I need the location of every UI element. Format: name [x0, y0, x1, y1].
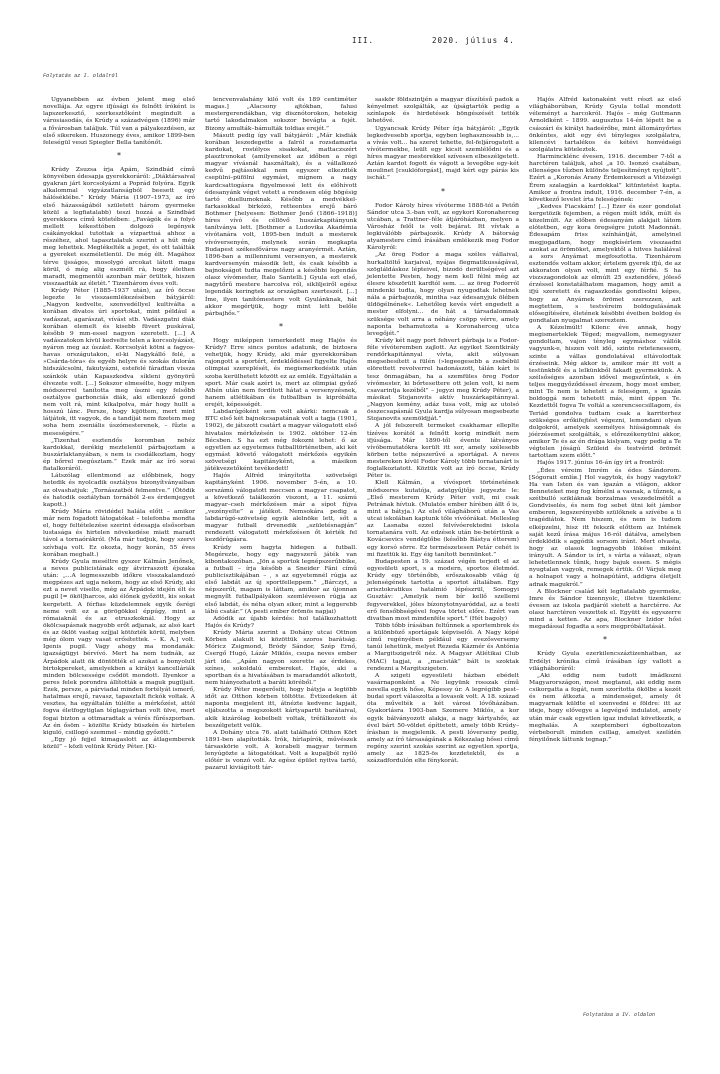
paragraph: Budapesten a 19. század végén terjedt el az egyesületi sport, s a modern, sportos életmód. Krúdy egy történőbb, erőszakosabb világ új jelenségének tartotta a sportot általában. Egy arisztokratikus hatalmió lépészrül, Somogyi Gusztáv: „Amelyik nem bír kellő szellemi fegyverekkel, jóles bízonytotnyaróddal, az a testi erő fensőbbségével fogva törtet előre. Ezért van divatban most mindenféle sport.” (Hét bagoly): [367, 557, 519, 622]
continued-to-note: Folytatása a IV. oldalon: [583, 1012, 656, 1018]
page-header: [30, 36, 690, 50]
paragraph: Krúdy sem hagyta hidegen a futball. Megérezte, hogy egy nagyszerű játék van kibontakozóban. „Jön a sportok legnépszerűbbike, a futball – írja később a Sneider Fáni című publicisztikájában – , s az egyetemnél rúgja az első labdát az új sportfelleppem.” „Bárczyt, a népszerűt, magam is láttam, amikor az újonnan megnyílt futballpályákon szemlévesen rúgja az első labdát, és néha olyan siker, mint a leggerebb lábú csatár.” (A pesti ember örömös napjai): [205, 543, 357, 615]
paragraph: A Blockner család két legfiatalabb gyermeke, Imre és Sándor tizennyolc, illetve tizenkilenc évesen az iskola padjáról sietett a harctérre. Az olasz harctéren veszettek el. Együtt és egyszerre mind a ketten. Az apa, Blockner Izidor hősi megadással fogadta a sors megpróbáltatását.: [529, 587, 681, 631]
paragraph: Labdarúgóként sem volt akárki: nemcsak a BTC első két bajnokcsapatának volt a tagja (1901, 1902), de játszott csatárt a magyar válogatott első hivatalos mérkőzésén is 1902. október 12-én Bécsben. S ha ezt még fokozni lehet: ő az egyetlen az egyetemes futballtörténetben, aki két egymást követő válogatott mérkőzés egyikén szövetségi kapitányként, a másikon játékvezetőként tevékedett!: [205, 408, 357, 473]
paragraph: „Az öreg Fodor a maga széles vállaival, hurkaltöltő karjaival, nyájas flegmatikusságával, szögláldáskoz lépteivel, bizodó derültségével azt jelentette Pesten, hogy nem kell félni még az élesre köszörült kardtól sem. ... az öreg Fodorról mindenki tudta, hogy olyan nyugodtak lehetnek nála a párbajozók, mintha »az édesanyjuk ölében üldögélnének«. Lehetőleg kevés vért engedett a mester elfolyni... de hát a társadalomnak szüksége volt arra a néhány csöpp vérre, amely naponta behamutozta a Koronaherceg utca levegőjét.”: [367, 251, 519, 337]
paragraph: Ugyancsak Krúdy Péter írja bátyjáról: „Egyik legkedvesebb sportja, egyben leghasznosabb is,... a vívás volt... ha szeret tehette, fel-feljárogatott a vívótermekbe, leült egy kicsit szemlélődni és a híres magyar mesterekkel szívesen elbeszélgetett. Aztán kardot fogott és vágott a levegőbe egy-két moulinet [csuklóforgást], majd kért egy párás kis ischát.”: [367, 124, 519, 182]
paragraph: A Kézelmúlt! Kilenc éve annak, hogy megismerteklek Téged; megvallom, nemegyszer gondoltam, vajon tényleg egymáshoz vállók vagyunk-e, hiszen volt idő, szinte reteteneseem, szinte a vállas gondolatával eltávolodtak érzéseink. Még akkor is, amikor már itt volt a testünkből és a lelkünkből fakadt gyermekünk. A szélsőséges azonban idővel megszűntek, s én teljes meggyőződéssel érezem, hogy most ember, mint Te nem is lehetett a feleségem, s igazán boldoggá nem tehetett más, mint éppen Te. Kezdettől fogva Te voltál a szerencsecsillagom, és Teriád gondolva tudtam csak a karriterhez szükséges erőkifejtést végezni, lemondani olyan dolgokról, amelyek személyes hiúságomnak és jóérzésemet szolgálták, s előrezékenyülni akkor, amikor Te és az én drága kislyam, vagy pedig a Te végtelen jóságú Szüleid és testvérid örömét tartottam szem előtt.”: [529, 324, 681, 460]
paragraph: Krúdy Gyula meséltre gyszer Kálmán Jenőnek, a neves publicistának egy átvirraszott éjszaka után: „...A legmesszebb időkre visszakalandozó megpézes azt ugja nekem, hogy az első Krúdy, aki ezt a nevet viselte, még az Árpádok idején élt és pugil [= ököl]harcos, aki élőnek győzött, kis sokat kergetett. A férfias küzdelemnek egyik ősrégi neme volt ez a görögökkel éppúgy, mint a rómaiaknál és az etruszkoknál. Hogy az ökölcsapásnak nagyobb erőt adjanak, az alsó kart és az öklöt vastag szíjjal kötözték körül, melyben még ólom vagy vasat erősítettek. – K. A.] volt. Igenis pugil. Vagy ahogy ma mondanák: igazságügyi bérvívó. Mert ha nem tudnák, az Árpádok alatt ök döntötték el azokat a bonyolult birtokpereket, amelyekben a királyi kancelláriák minden bölcsessége csődöt mondott. Ilyenkor a peres felek porondra állították a maguk pugiljait. Ezek, persze, a párviadal minden fortélyát ismerő, hatalmas erejű, ravasz, tapasztalt fickók voltak. A vesztes, ha egyáltalán túlélte a mérkőzést, attól fogva életfogytiglan téglagyárban volt ülve, mert fogai bizton a ottmaradtak a vérés fűrészporban. Az én ősöm – közölte Krúdy büszkén és hirtelen kiguló, csillogó szemmel – mindig győzött.”: [43, 557, 195, 736]
paragraph: Krúdy Gyula ezerkilencszáztizenhatban, az Erdélyi krónika című írásában így vallott a világháborúról:: [529, 650, 681, 672]
text-column-3: [367, 96, 519, 772]
paragraph: Hogy miképpen ismerkedett meg Hajós és Krúdy? Erre sincs pontos adatunk, de biztosra vehetjük, hogy Krúdy, aki már gyerekkorában rajongott a sportért, érdeklődéssel figyelte Hajós olimpiai szereplését, és megismerkedésük után szoba kerülhetett között ez az emlék. Egyáltalán a sport. Már csak azért is, mert az olimpiai győző Athén után nem fordított hátat a versenyzésnek, hanem atlétikában és futballban is kipróbálta erejét, képességét.: [205, 336, 357, 408]
paragraph: Hajós Alfréd katonaként vett részt az első világháborúban, Krúdy Gyula tollal mondott véleményt a harcokról. Hajós – még Guttmann Arnoldként – 1899. augusztus 14-én lépett be a császári és királyi hadeérőbe, mint állományőrtes önkéntes, akit egy évi tényleges szolgálatra, kilencévi tartalékos és kétévi honvédségi szolgálatra köteleztek.: [529, 96, 681, 153]
paragraph: „Aki eddig nem tudott imádkozni Magyarországon, most megtanul, aki eddig nem csikorgatta a fogát, nem szorította ökölbe a kezét és nem átkozta a mindenséget, amely őt magyarnak küldte el szenvedni e földre: itt az ideje, hogy elővegye a legvégső indulatot, amely után már csak egyetlen igaz indulat következik, a meghalás. A szeptemberi égboltozaton vérbeborult minden csillag, amelyet szelídén fényilőnek láttunk tegnap.”: [529, 671, 681, 743]
paragraph: lencvenvalahány kiló volt és 189 centiméter magas.] „Alacsony ajtókban, falusi mestergerendákban, vig disznótorokon, hetekig tartó lakodalmakon sokszor bevágta a fejét. Bizony amulták–bámulták toldias erejét.”: [205, 96, 357, 132]
text-column-1: [43, 96, 195, 772]
paragraph: Hajós 1917. június 16-án így írt a frontról:: [537, 459, 665, 467]
paragraph: Krúdy Péter (1885–1937 után), az író öccse legezte le visszaemlékezésében bátyjáról: „Nagyon kedvelte, szenvedéllyel kultiválta a korában divatos úri sportokat, mint például a vadászat, agarászat, vívást stb. Vadászgatni diák korában elemelt és kisebb füvert puskával, később 9 mm-essel nagyon szeretett. [...] A vadászatokon kívül kedvelte telen a korcsolyázást, nyáron meg az úszást. Korcsolyát kötni a fagyos-havas országutakon, el-ki Nagykálló felé, a »Csárda-tóra« és egyéb helyre és szokás dulorán hidszálcsolni, fakutyázni, estefelé fáradtan vissza szánkók után Kapaszkodva síkleni gyönyörű élvezete volt. [...] Sokszor elmesélte, hogy milyen módszerrel tanította meg úszni egy felsőbb osztályos garbonciás diák, aki ellenkező gond nem volt rá, mint kikalpolva, már hogy hullt a hosszú lánc. Persze, hogy kijöttem, mert mint látjátok, itt vagyok, de a tandíját nem fizetem meg soha hem zseniális úszómesterenek, – fűzte a meseségére.”: [43, 287, 195, 437]
section-separator: *: [441, 186, 445, 196]
paragraph: Több tőbb írásában feltűnnek a sportembrek és a különböző sportágak képviselői. A Nagy kópé című regényében például egy evezősversemy tanúi lehetünk, melyet Rezeda Kázmér és Antónia a Margitszigetről néz. A Magyar Atlétikai Club (MAC) tagjai, a „macisták” bált is szoktak rendezni a Margitszigeten.: [367, 621, 519, 672]
paragraph: saskör földszintjén a magyar díszítésű padok a kényelmet szolgálták, az újságtartók pedig a színlapok és hirdetések böngészését tették lehetővé.: [367, 96, 519, 125]
paragraph: „Tizenhat esztendős koromban nehéz kardokkal, derékig meztelenül párbajoztam a huszárlaktanyában, s nem is csodálkoztam, hogy ép bőrrel megúsztam.” Ezek már az író sorai fiatalkoráról.: [43, 436, 195, 473]
paragraph: Krúdy Péter megerősíti, hogy bátyja a legtöbb időt az Otthon körben töltötte. Évtizedeken át naponta megjelent itt, átnézte kedvenc lapjait, eljátszotta a megszokott kártyapartit barátaival, akik kizárólag kebelbeli voltak, tréfálkozott és beszélgetett velük.: [205, 686, 357, 729]
paragraph: Krúdy Mária rövidédel halála előtt – amikor már nem fogadott látogatókat – telefonba mondta el, hogy feltételezése szerint édesapja elsősorban lustasága és hirtelen növekedése miatt maradt távol a tornaórákról. (Ma már tudjuk, hogy szervi szívbaja volt. Ez okozta, hogy korán, 55 éves korában meghalt.): [43, 507, 195, 558]
paragraph: Fodor Károly híres vívóterme 1888-tól a Petőfi Sándor utca 3.-ban volt, az egykori Koronaherceg utcában, a Trattner–féle átjáróházban, melyen a Városház felől is volt bejárat. Itt vívtak a legkiválóbb párbajozók. Krúdy A bátorság atyamestere című írásában emlékezik meg Fodor Károlyról:: [367, 201, 519, 252]
article-columns: [43, 96, 684, 772]
page-number: III.: [352, 36, 375, 45]
paragraph: Harmincklénc évesen, 1916. december 7-től a harctéren találjuk, ahol „a 10. Isonzó csatában, ellenséges tűzben különös teljesítményt nyújtott”. Ezért a „Koronás Arany Érdemkereszt a Vitézségi Érem szalagján a kardokkal” kitüntetést kapta. Amikor a frontra indult, 1916. december 7-én, a következő levelet írta feleségének:: [529, 153, 681, 203]
paragraph: Másutt pedig így vall bátyjáról: „Már kisdiák korában leszedegette a falról a rozsdamarta kardokat, rostélyos sisakokat, mattaczszért plasztronokat (amilyeneket az időben a régi magyar vívásnál használtak), és a vállalkozó kedvű pajtásokkal nem egyszer elkezdték csepülni–püfölni egymást, mígnem a nagy kardcsattogásra figyelmessé lett és előhívott édesanyánk véget vetett a rendesen elég bögésig tartó duellumoknak. Később a medvékkel-farkasokkal birkózó, retteentes erejű báró Bothmer [helyesen: Bothmer Jenő (1866–1918)] híres vívó és céllövő huszárkapitányunk tanítványa lett. [Bothmer a Ludovika Akadémia vívótanára volt, 1895-ben indult a mesterek vívóversenyén, melynek során megkapta Budapest székesfőváros nagy aranyérmét. Aztán, 1896-ban a millenniumi versenyen, a mesterek kardversenyén második lett, és csak később a bajnokságot tudta megelőzni a későbbi legendás olasz vívómester, Italo Santelli.] Gyula ezt első, nagytőrű mestere harcolva ról, sikliljeiről egész legendák keringtek az országban szerteszét. [...] Íme, ilyen tanítómestere volt Gyulánknak, hát akkor megértjük, hogy mint lett belőle párbajhős.”: [205, 131, 357, 317]
paragraph: Látszólag ellentmond az előbbinek, hogy hetedik és nyolcadik osztályos bizonyítványaiban az olvashatjuk: „Tornászatból felmentve.” (Ötödik és hatodik osztályban tornából 2-es érdemjegyet kapott.): [43, 472, 195, 508]
paragraph: Krúdy Mária szerint a Dohány utcai Ottnon Körben alakult ki közöttük szoros barátság. Móricz Zsigmond, Bródy Sándor, Szép Ernő, Csergő Hugó, Lázár Miklós, csupa neves ember járt ide. „Apám nagyon szerette az érdekes, színes, sokoldalú embereket. Hajós, aki a sportban és a hivatásában is maradandót alkotott, nem hiányozhatott a baráti köréből.”: [205, 629, 357, 686]
section-separator: *: [117, 150, 121, 160]
continued-from-note: Folytatás az I. oldalról: [43, 73, 118, 79]
paragraph: „Kedves Fiacskám! [...] Ezer és ezer gondolat kergetözik fejemben, a régen múlt idők, múlt és közelmúlt. Az előben édesanyám alakjait látom elótetben, egy kora öregségre jutott Madonnát. Édesapám friss színhántját, amelyinel megjogadtam, hogy megkísérlem visszaadni azokat az örömöket, amelyektől a hitves halálával a sors Anyámat megfosztotta. Tizenhárom esztendős voltam akkor, értelem gyerek ifjú, de az akkoraton olyan volt, mint egy férfié. S ha viszszagondolok az elmúlt 25 esztendőre, jóleső érzéssel konstatálhatom magamon, hogy amit a ifjú szeretett és ragaszkodás gondisolni képes, hogy az Anyámek örömet szerezzen, azt megtettem, s testvéreim boldogulásának elősegítésére, életének késöbbi éveiben boldog és gondtalan nyugalmat szereztem.: [529, 202, 681, 324]
text-column-4: [529, 96, 681, 772]
paragraph: Krúdy két nagy port fehvert párbaja is a Fodor-féle vívóteremben zajlott. Az egyiket Szentkirály rendőrkapitánnyal vívta, akit súlyosan megsebesített a fülén (»legeegesebb a zsebébül elörettett revolverrel hadonászott, tálán kárt is tesz önmagában, ha a szemfüles öreg Fodor vívómester, ki bőrtesettere ott jelen volt, ki nem csavarintja kezéből” – jegyzi meg Krúdy Péter), a másikat Stojanovits aktív huszárkapitánnyal. „Nagyon kemény, adáz tusa volt, míg az utolsó összecsapásnál Gyula kardja súlyosan megsebezte Stojanovits szemöldjját.”: [367, 336, 519, 423]
paragraph: Adódik az újabb kérdés: hol találkozhattott Hajós és Krúdy?: [205, 614, 357, 629]
section-separator: *: [279, 321, 283, 331]
paragraph: Klell Kálmán, a vívósport történetének módszeres kutatója, adatgyűjtője jegyezte le: „Első mesterem Krúdy Péter volt, mi csak Petrának hívtuk. (Mulatós ember hírében állt ő is, mint a bátyja.) Az első világháború után a Vas utcai iskolában kaptunk tőle vívóórákat. Mellesleg az Lasnaba ezzel felvívóerektedni iskola tornatanára volt. Az edzések után be-betértünk a Kovácsevics vendéglőbe (később Bástya étterem) egy korsó sörre. Ez természetesen Petár cehét is mi fizettük ki. Egy éig tanított bennünket.”: [367, 479, 519, 558]
section-separator: *: [603, 635, 607, 645]
issue-date: 2020. július 4.: [432, 36, 515, 45]
paragraph: Krúdy Zsuzsa írja Apám, Szindbád című könyvében édesapja gyerekkoráról: „Diáktársaival gyakran járt korcsolyázni a Poprád folyóra. Egyik alkalommal vigyázatlanságból beesett egy hálóséklébe.” Krúdy Mária (1907–1973, az író első házasságából született három gyermeke közül a legfiatalabb) teszi hozzá a Szindbád gyerekkora című kötetében: „Favágók és a folyó mellett kékesttóben dolgozó legények csákányokkal tutottak a vízparttuá ahhoz a részéhez, ahol tapasztalatuk szerint a hút még meg lehettek. Meglékelték a jeget, és ott találták a gyereket eszméletlenül. De még élt. Magához térve ijsságos, mosolygó arcokat látott maga körül, ó még alig eszmélt rá, hogy élethen maradt, megmentõi azonban már örültek, hiszen visszaadták az életét.” Tizenhárom éves volt.: [43, 165, 196, 287]
text-column-2: [205, 96, 357, 772]
paragraph: Ugyanebben az évben jelent meg első novellája. Az egyre ifjúsági és felnőtt íróként is lapszerkesztő, szerkesztőként megindult a városiasodás, és Krúdy a századvégen (1896) már a fővárosban találjuk. Túl van a pályakezdésen, az első sikereken. Huszonegy éves, amikor 1899-ben feleségül veszi Spiegler Bella tanítónőt.: [43, 96, 195, 146]
paragraph: A szigeti egyesületi házban ebédelt vasárnaponként a Ne legyünk rosszak című novella egyik hőse, Képessy úr. A legrégibb pest–budai sport válaszolta a lovasok volt. A 18. század óta művelték a két városi lóvőházában. Gyakorlásra 1903-ban Szemere Miklós, a kor egyik bálványozott alakja, a nagy kártyahős, az ével bárt 50-völdet építtetett, amely több Krúdy–írásban is megjelenik. A pesti lóverseny pedig, amely az író társaságának a Kékszalag hősei című regény szerint szokás szerint az egyetlen sportja, amely az 1825-ös kezdetektől, és a századfordulón elte fénykorát.: [367, 671, 519, 765]
paragraph: „Édes véreim Imrém és édes Sándorom. [Sógorait emlíи.] Hol vagytok, és hogy vagytok? Ha van Isten és van igazán a világon, akkor Benneteket meg fog kímélni a vasnak, a tűznek, a szétbulló szikláknak borzalmas veszedelmétől a Gondviselés, és nem fog sebet ütni két jámbor emberen, legszerényebb szülőknek a szívébe a ti tragédiátok. Nem hiszem, és nem is tudom elképzelni, hisz itt fekszik előttem az Intének saját kezű írása május 16-ról dátálva, amelyben érdeklödik s aggódik sorsom iránt. Mert olvasta, hogy az olasok legnagyobb lökése miként irányult. A Sándor is írt, s várta a választ, olyan lehetetlennek tűnik, hogy bajuk essen. S mégis nyugtalan vagyok, remegek értük. Ó! Várjuk meg a holnapot vagy a holnapútánt, addigra életjelt adnak magukról.”: [529, 466, 681, 588]
paragraph: Hajós Alfréd irányította szövetségi kapitányként 1906. november 5-én, a 10. sorszámú válogatott meccsen a magyar csapatot, a következő találkozón viszont, a 11. számú magyar–cseh mérkőzésen már a sípot fújva „vezényelte” a játékot. Nemsokára pedig a labdarúgó-szövetség egyik alelnöke lett, sőt a magyar futball drvenedik „születésnapján” rendezett válogatott mérkőzésen őt kérték fel kezdőrúgásra.: [205, 472, 357, 544]
paragraph: A Dohány utca 76. alatt található Otthon Kört 1891-ben alapították. Írók, hírlapírók, művészek társaskörie volt. A korabeli magyar termen lenyúgözte a látogatóikat. Volt a kupaljból nyíló előtér is vonzó volt. Az egész épület nyitva tartó, pazarul kiviágított tár-: [205, 728, 357, 772]
paragraph: A jól felszerelt termeket csakhamar elleplte tízéves korától a felnőtt korig mindkét nem ifjúsága. Már 1890-től évente látványos vívóbemutatókra került itt sor, amely szélesebb körben tette népszerűvé a sportágat. A neves mestereken kívül Fodor Károly több tornatanárt is foglalkoztatott. Köztük volt az író öccse, Krúdy Péter is.: [367, 422, 519, 480]
paragraph: „Egy jó fejjel kimagaslott az átlagemberek közül” – közli velünk Krúdy Péter. [Ki-: [43, 735, 195, 750]
